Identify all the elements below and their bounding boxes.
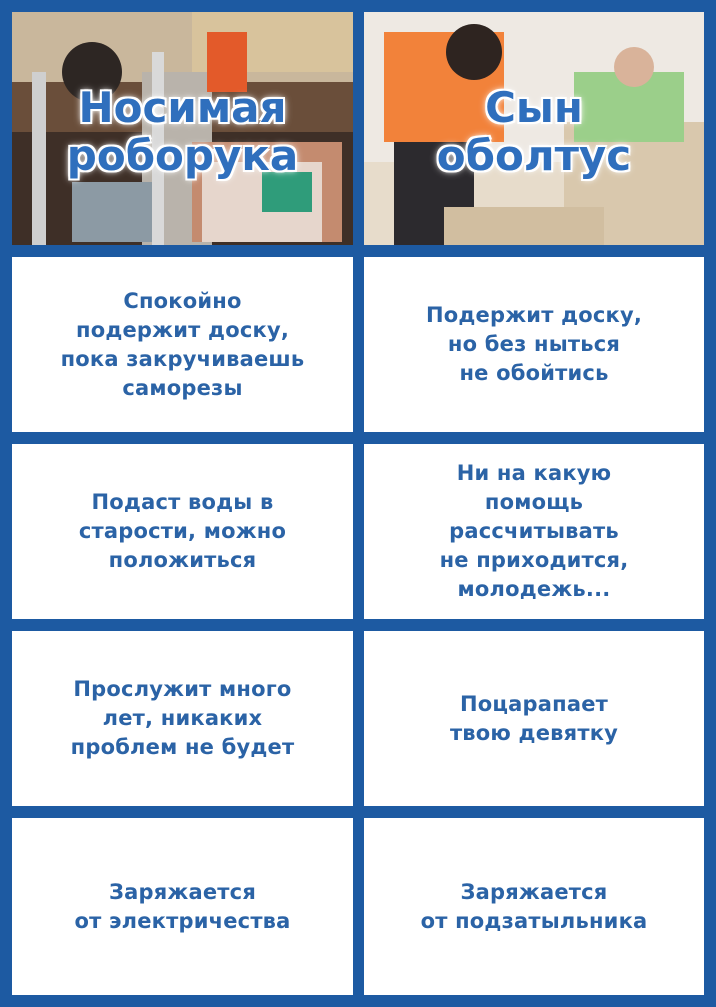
right-cell-row-3 [364,631,704,806]
right-cell-text: Заряжается от подзатыльника [420,879,648,933]
right-cell-text: Подержит доску, но без ныться не обойтись [425,303,643,385]
left-cell-row-1 [12,257,353,432]
left-column-title: Носимая роборука [66,83,299,180]
left-cell-text: Спокойно подержит доску, пока закручиваешь саморезы [60,288,305,400]
left-cell-row-2 [12,444,353,619]
left-cell-text: Заряжается от электричества [74,879,291,933]
father-son-photo [364,12,704,245]
left-cell-row-3 [12,631,353,806]
right-cell-text: Ни на какую помощь рассчитывать не приходится, молодежь... [439,461,629,601]
right-column-title: Сын оболтус [436,83,632,180]
left-cell-text: Прослужит много лет, никаких проблем не будет [70,677,295,759]
robot-arm-photo [12,12,353,245]
right-cell-text: Поцарапает твою девятку [449,691,619,745]
right-cell-row-4 [364,818,704,995]
right-cell-row-1 [364,257,704,432]
left-cell-row-4 [12,818,353,995]
right-cell-row-2 [364,444,704,619]
left-cell-text: Подаст воды в старости, можно положиться [78,490,287,572]
